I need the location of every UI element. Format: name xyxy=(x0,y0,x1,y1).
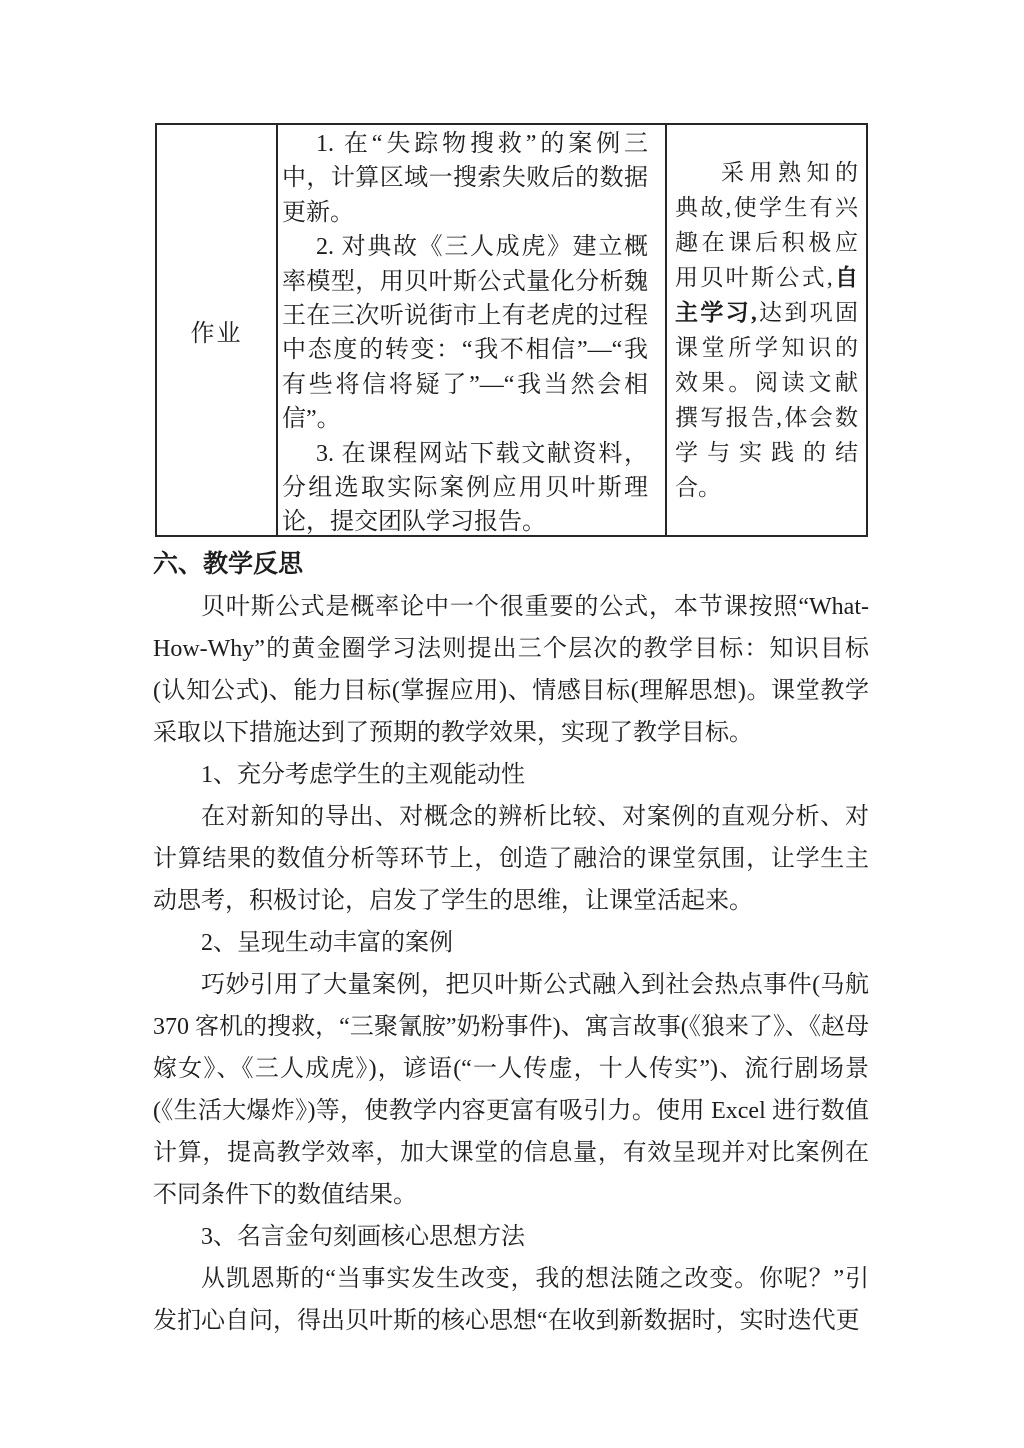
homework-tasks-cell xyxy=(278,125,667,535)
reflection-paragraph-2: 巧妙引用了大量案例，把贝叶斯公式融入到社会热点事件(马航 370 客机的搜救，“三聚氰胺”奶粉事件)、寓言故事(《狼来了》、《赵母嫁女》、《三人成虎》)，谚语(“一人传虚，十人传实”)、流行剧场景(《生活大爆炸》)等，使教学内容更富有吸引力。使用 Excel 进行数值计算，提高教学效率，加大课堂的信息量，有效呈现并对比案例在不同条件下的数值结果。 xyxy=(153,972,869,1208)
reflection-paragraph-1: 在对新知的导出、对概念的辨析比较、对案例的直观分析、对计算结果的数值分析等环节上，创造了融洽的课堂氛围，让学生主动思考，积极讨论，启发了学生的思维，让课堂活起来。 xyxy=(153,804,869,914)
design-intent-text xyxy=(675,155,858,505)
reflection-paragraph-intro: 贝叶斯公式是概率论中一个很重要的公式，本节课按照“What-How-Why”的黄金圈学习法则提出三个层次的教学目标：知识目标(认知公式)、能力目标(掌握应用)、情感目标(理解思想)。课堂教学采取以下措施达到了预期的教学效果，实现了教学目标。 xyxy=(153,594,869,746)
reflection-subheading-3: 3、名言金句刻画核心思想方法 xyxy=(201,1224,525,1250)
task-item-2: 2. 对典故《三人成虎》建立概率模型，用贝叶斯公式量化分析魏王在三次听说街市上有老虎的过程中态度的转变：“我不相信”—“我有些将信将疑了”—“我当然会相信”。 xyxy=(282,234,648,433)
reflection-section xyxy=(153,544,869,1342)
reflection-subheading-1: 1、充分考虑学生的主观能动性 xyxy=(201,762,525,788)
task-item-1: 1. 在“失踪物搜救”的案例三中，计算区域一搜索失败后的数据更新。 xyxy=(282,131,648,226)
section-heading: 六、教学反思 xyxy=(153,551,304,578)
reflection-subheading-2: 2、呈现生动丰富的案例 xyxy=(201,930,453,956)
row-header-label: 作业 xyxy=(190,320,243,347)
reflection-paragraph-3: 从凯恩斯的“当事实发生改变，我的想法随之改变。你呢？”引发扪心自问，得出贝叶斯的核心思想“在收到新数据时，实时迭代更 xyxy=(153,1266,869,1334)
homework-table xyxy=(155,123,868,537)
design-intent-text-start: 采用熟知的典故,使学生有兴趣在课后积极应用贝叶斯公式, xyxy=(675,160,858,290)
row-header-cell xyxy=(157,125,278,535)
task-item-3: 3. 在课程网站下载文献资料，分组选取实际案例应用贝叶斯理论，提交团队学习报告。 xyxy=(282,440,648,535)
design-intent-cell xyxy=(667,125,866,535)
bold-phrase-self-study: 自主学习, xyxy=(675,265,859,325)
design-intent-text-end: 达到巩固课堂所学知识的效果。阅读文献撰写报告,体会数学与实践的结合。 xyxy=(675,300,859,500)
